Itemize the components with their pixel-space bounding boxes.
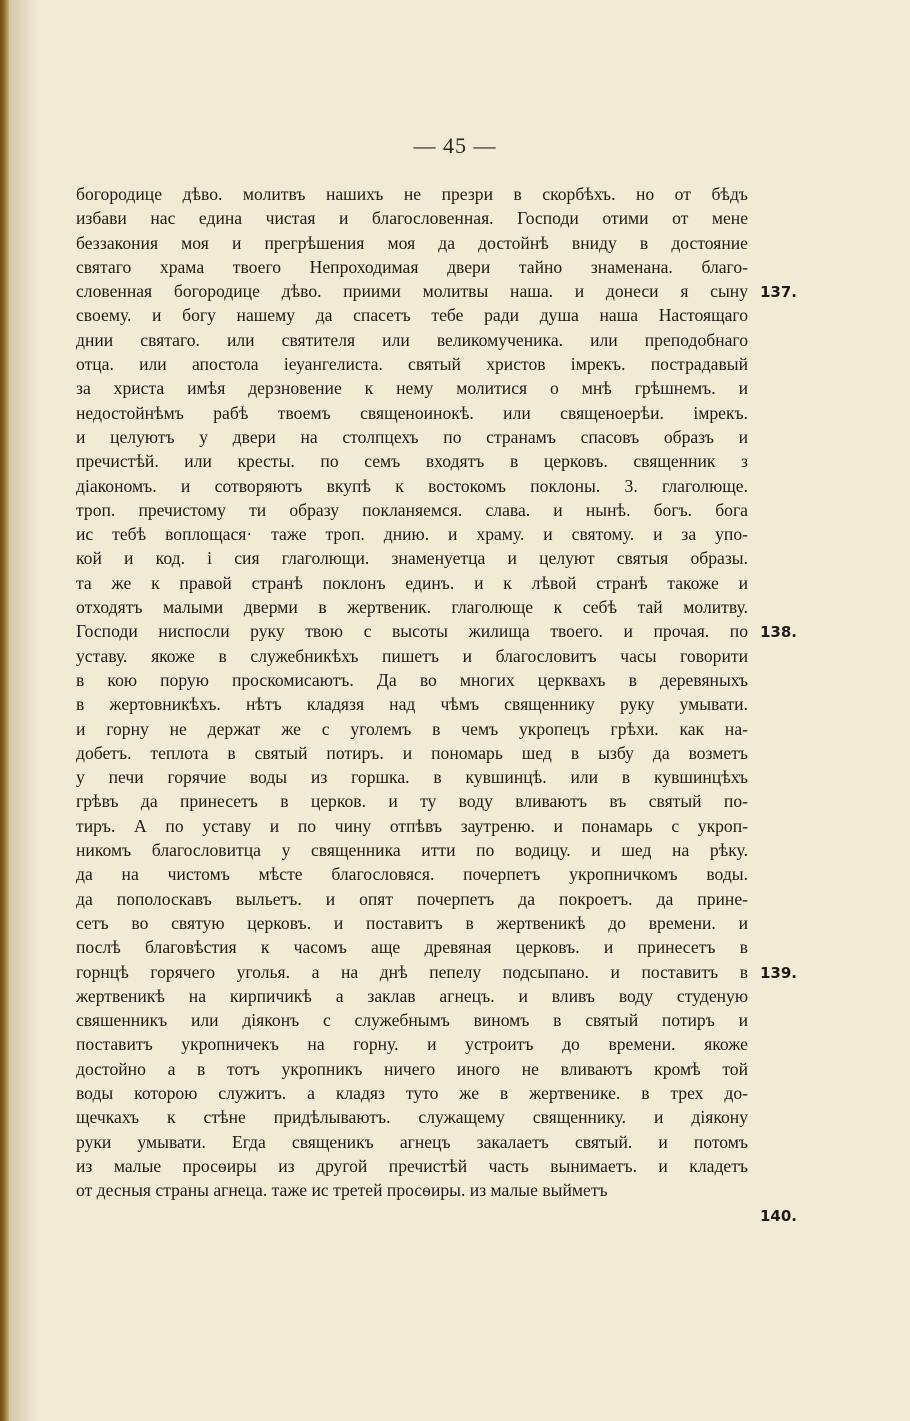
text-line: поставитъ укропничекъ на горну. и устроитъ до времени. якоже (76, 1034, 748, 1055)
margin-note: 139. (760, 963, 798, 982)
text-line: богородице дѣво. молитвъ нашихъ не презри в скорбѣхъ. но от бѣдъ (76, 184, 748, 204)
text-line: отца. или апостола іеуангелиста. святый христов імрекъ. пострадавый (76, 354, 748, 375)
text-line: за христа имѣя дерзновение к нему молитися о мнѣ грѣшнемъ. и (76, 378, 748, 399)
text-line: словенная богородице дѣво. приими молитвы наша. и донеси я сыну (76, 281, 748, 302)
body-text (76, 182, 748, 1202)
text-line: от десныя страны агнеца. таже ис третей просѳиры. из малые выйметъ (76, 1180, 608, 1201)
text-line: из малые просѳиры из другой пречистѣй часть вынимаетъ. и кладетъ (76, 1155, 748, 1176)
text-line: Господи ниспосли руку твою с высоты жилища твоего. и прочая. по (76, 621, 748, 642)
text-line: беззакония моя и прегрѣшения моя да достойнѣ вниду в достояние (76, 232, 748, 253)
text-line: достойно а в тотъ укропникъ ничего иного не вливаютъ кромѣ той (76, 1058, 748, 1079)
text-line: уставу. якоже в служебникѣхъ пишетъ и благословитъ часы говорити (76, 645, 748, 666)
text-line: своему. и богу нашему да спасетъ тебе ради душа наша Настоящаго (76, 305, 748, 326)
text-line: кой и код. і сия глаголющи. знаменуетца и целуют святыя образы. (76, 548, 748, 569)
text-line: в жертовникѣхъ. нѣтъ кладязя над чѣмъ священнику руку умывати. (76, 694, 748, 715)
text-line: и целуютъ у двери на столпцехъ по странамъ спасовъ образъ и (76, 426, 748, 447)
text-line: троп. пречистому ти образу покланяемся. слава. и нынѣ. богъ. бога (76, 499, 748, 520)
text-line: да на чистомъ мѣсте благословяся. почерпетъ укропничкомъ воды. (76, 864, 748, 885)
page-number: — 45 — (413, 133, 497, 158)
text-line: никомъ благословитца у священника итти по водицу. и шед на рѣку. (76, 840, 748, 861)
text-line: сетъ во святую церковъ. и поставитъ в жертвеникѣ до времени. и (76, 912, 748, 933)
text-line: грѣвъ да принесетъ в церков. и ту воду вливаютъ въ святый по- (76, 791, 748, 812)
text-line: да пополоскавъ выльетъ. и опят почерпетъ да покроетъ. да прине- (76, 888, 748, 909)
text-line: святаго храма твоего Непроходимая двери тайно знаменана. благо- (76, 256, 748, 277)
text-line: діакономъ. и сотворяютъ вкупѣ к востокомъ поклоны. 3. глаголюще. (76, 475, 748, 496)
text-line: щечкахъ к стѣне придѣлываютъ. служащему священнику. и діякону (76, 1107, 748, 1128)
margin-note: 137. (760, 283, 798, 302)
text-line: свяшенникъ или діяконъ с служебнымъ виномъ в святый потиръ и (76, 1010, 748, 1031)
gutter-shadow (9, 0, 39, 1421)
margin-note: 140. (760, 1206, 798, 1225)
text-line: та же к правой странѣ поклонъ единъ. и к лѣвой странѣ такоже и (76, 572, 748, 593)
text-line: у печи горячие воды из горшка. в кувшинцѣ. или в кувшинцѣхъ (76, 767, 748, 788)
text-line: добетъ. теплота в святый потиръ. и пономарь шед в ызбу да возметъ (76, 742, 748, 763)
text-line: руки умывати. Егда священикъ агнецъ закалаетъ святый. и потомъ (76, 1131, 748, 1152)
text-line: ис тебѣ воплощася· таже троп. днию. и храму. и святому. и за упо- (76, 524, 748, 545)
text-line: пречистѣй. или кресты. по семъ входятъ в церковъ. священник з (76, 451, 748, 472)
text-line: горнцѣ горячего уголья. а на днѣ пепелу подсыпано. и поставитъ в (76, 961, 748, 982)
text-line: тиръ. А по уставу и по чину отпѣвъ заутреню. и понамарь с укроп- (76, 815, 748, 836)
text-line: избави нас едина чистая и благословенная. Господи отими от мене (76, 208, 748, 229)
text-line: воды которою служитъ. а кладяз туто же в жертвенике. в трех до- (76, 1082, 748, 1103)
text-line: послѣ благовѣстия к часомъ аще древяная церковъ. и принесетъ в (76, 937, 748, 958)
book-binding-edge (0, 0, 9, 1421)
text-line: жертвеникѣ на кирпичикѣ а заклав агнецъ. и вливъ воду студеную (76, 985, 748, 1006)
text-line: отходятъ малыми дверми в жертвеник. глаголюще к себѣ тай молитву. (76, 597, 748, 618)
text-line: днии святаго. или святителя или великомученика. или преподобнаго (76, 329, 748, 350)
text-line: в кою порую проскомисаютъ. Да во многих церквахъ в деревяныхъ (76, 669, 748, 690)
text-line: и горну не держат же с уголемъ в чемъ укропецъ грѣхи. как на- (76, 718, 748, 739)
text-line: недостойнѣмъ рабѣ твоемъ священоинокѣ. или священоерѣи. імрекъ. (76, 402, 748, 423)
margin-note: 138. (760, 623, 798, 642)
